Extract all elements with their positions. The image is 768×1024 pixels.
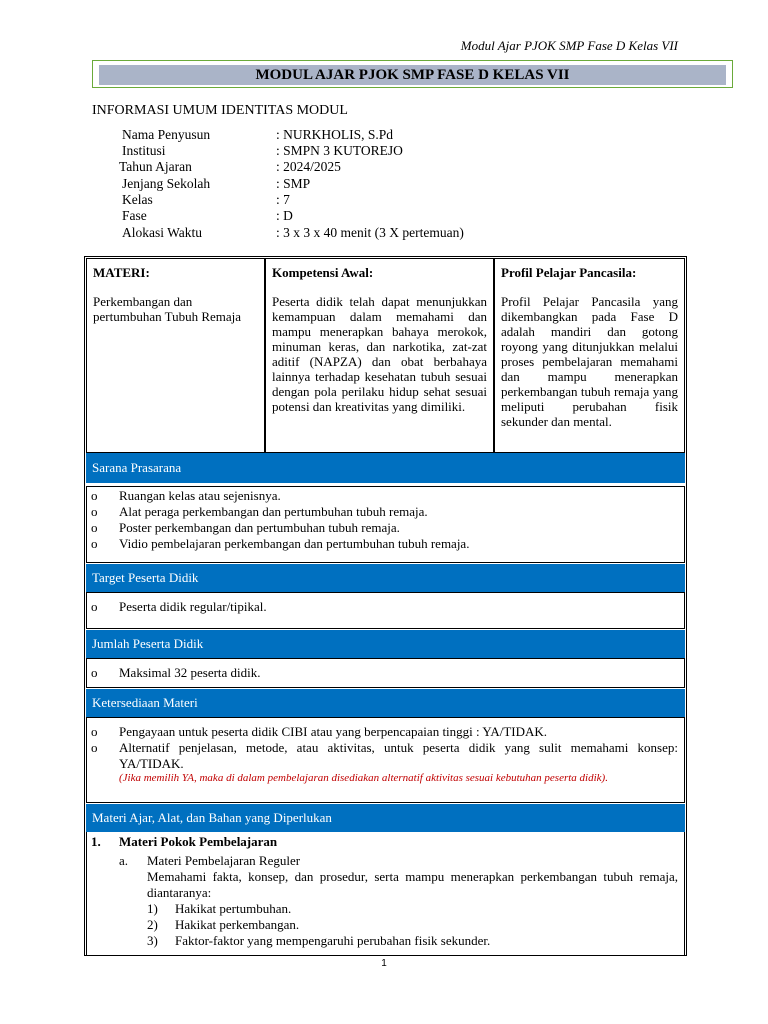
document-title: MODUL AJAR PJOK SMP FASE D KELAS VII bbox=[99, 65, 726, 85]
target-header: Target Peserta Didik bbox=[86, 564, 685, 592]
list-item: o Vidio pembelajaran perkembangan dan pertumbuhan tubuh remaja. bbox=[91, 536, 470, 551]
profil-heading: Profil Pelajar Pancasila: bbox=[501, 265, 637, 280]
kompetensi-body: Peserta didik telah dapat menunjukkan kemampuan dalam memahami dan mampu menerapkan bahaya merokok, minuman keras, dan narkotika, zat-zat aditif (NAPZA) dan obat berbahaya lainnya terhadap kesehatan tubuh sesuai dengan pola perilaku hidup sehat sesuai potensi dan kreativitas yang dimiliki. bbox=[272, 294, 487, 414]
info-label: Fase bbox=[122, 208, 147, 223]
list-item: o Pengayaan untuk peserta didik CIBI atau yang berpencapaian tinggi : YA/TIDAK. bbox=[91, 724, 548, 739]
sarana-list bbox=[86, 486, 685, 563]
list-number: 2) bbox=[147, 917, 158, 932]
profil-body: Profil Pelajar Pancasila yang dikembangkan pada Fase D adalah mandiri dan gotong royong yang ditunjukkan melalui proses pembelajaran memahami dan mampu menerapkan perkembangan tubuh remaja yang meliputi perubahan fisik sekunder dan mental. bbox=[501, 294, 678, 429]
info-value: : SMPN 3 KUTOREJO bbox=[276, 143, 403, 158]
info-value: : NURKHOLIS, S.Pd bbox=[276, 127, 394, 142]
list-item: 3) Faktor-faktor yang mempengaruhi perubahan fisik sekunder. bbox=[147, 933, 491, 948]
bullet-icon: o bbox=[91, 488, 98, 503]
subsection-heading: a. Materi Pembelajaran Reguler bbox=[119, 853, 301, 868]
materi-heading: MATERI: bbox=[93, 265, 150, 280]
info-value: : 2024/2025 bbox=[276, 159, 341, 174]
ketersediaan-header: Ketersediaan Materi bbox=[86, 689, 685, 717]
materi-column bbox=[86, 258, 265, 453]
list-item: 2) Hakikat perkembangan. bbox=[147, 917, 300, 932]
info-label: Nama Penyusun bbox=[122, 127, 211, 142]
list-item: o Ruangan kelas atau sejenisnya. bbox=[91, 488, 281, 503]
subsection-body: Memahami fakta, konsep, dan prosedur, serta mampu menerapkan perkembangan tubuh remaja, diantaranya: bbox=[147, 869, 678, 900]
list-item: 1) Hakikat pertumbuhan. bbox=[147, 901, 292, 916]
ketersediaan-note: (Jika memilih YA, maka di dalam pembelajaran disediakan alternatif aktivitas sesuai kebutuhan peserta didik). bbox=[119, 772, 608, 784]
materi-ajar-header: Materi Ajar, Alat, dan Bahan yang Diperlukan bbox=[86, 804, 685, 832]
sarana-header: Sarana Prasarana bbox=[86, 453, 685, 483]
jumlah-header: Jumlah Peserta Didik bbox=[86, 630, 685, 658]
overview-columns bbox=[86, 258, 685, 453]
info-label: Alokasi Waktu bbox=[122, 225, 203, 240]
info-value: : D bbox=[276, 208, 293, 223]
running-header: Modul Ajar PJOK SMP Fase D Kelas VII bbox=[460, 38, 678, 53]
list-item: o Alat peraga perkembangan dan pertumbuhan tubuh remaja. bbox=[91, 504, 428, 519]
info-value: : 7 bbox=[276, 192, 290, 207]
bullet-icon: o bbox=[91, 520, 98, 535]
target-list bbox=[86, 592, 685, 629]
info-label: Kelas bbox=[122, 192, 153, 207]
list-number: 3) bbox=[147, 933, 158, 948]
page-number: 1 bbox=[381, 958, 387, 969]
subsection-marker: a. bbox=[119, 853, 129, 868]
info-label: Jenjang Sekolah bbox=[122, 176, 211, 191]
list-item: o Poster perkembangan dan pertumbuhan tubuh remaja. bbox=[91, 520, 400, 535]
profil-column bbox=[494, 258, 685, 453]
list-number: 1) bbox=[147, 901, 158, 916]
materi-body: Perkembangan dan pertumbuhan Tubuh Remaja bbox=[93, 294, 242, 324]
bullet-icon: o bbox=[91, 599, 98, 614]
section-number: 1. bbox=[91, 834, 101, 849]
jumlah-list bbox=[86, 658, 685, 688]
info-label: Tahun Ajaran bbox=[119, 159, 192, 174]
list-item: o Alternatif penjelasan, metode, atau aktivitas, untuk peserta didik yang sulit memahami konsep: YA/TIDAK. bbox=[91, 740, 678, 771]
materi-ajar-content bbox=[86, 832, 685, 956]
bullet-icon: o bbox=[91, 536, 98, 551]
info-value: : 3 x 3 x 40 menit (3 X pertemuan) bbox=[276, 225, 464, 240]
kompetensi-heading: Kompetensi Awal: bbox=[272, 265, 374, 280]
bullet-icon: o bbox=[91, 665, 98, 680]
bullet-icon: o bbox=[91, 724, 98, 739]
section-heading: 1. Materi Pokok Pembelajaran bbox=[91, 834, 278, 849]
info-label: Institusi bbox=[122, 143, 166, 158]
info-heading: INFORMASI UMUM IDENTITAS MODUL bbox=[92, 103, 348, 118]
title-box bbox=[92, 60, 733, 88]
list-item: o Peserta didik regular/tipikal. bbox=[91, 599, 267, 614]
bullet-icon: o bbox=[91, 740, 98, 755]
kompetensi-column bbox=[265, 258, 494, 453]
ketersediaan-list bbox=[86, 717, 685, 803]
bullet-icon: o bbox=[91, 504, 98, 519]
info-value: : SMP bbox=[276, 176, 311, 191]
list-item: o Maksimal 32 peserta didik. bbox=[91, 665, 261, 680]
